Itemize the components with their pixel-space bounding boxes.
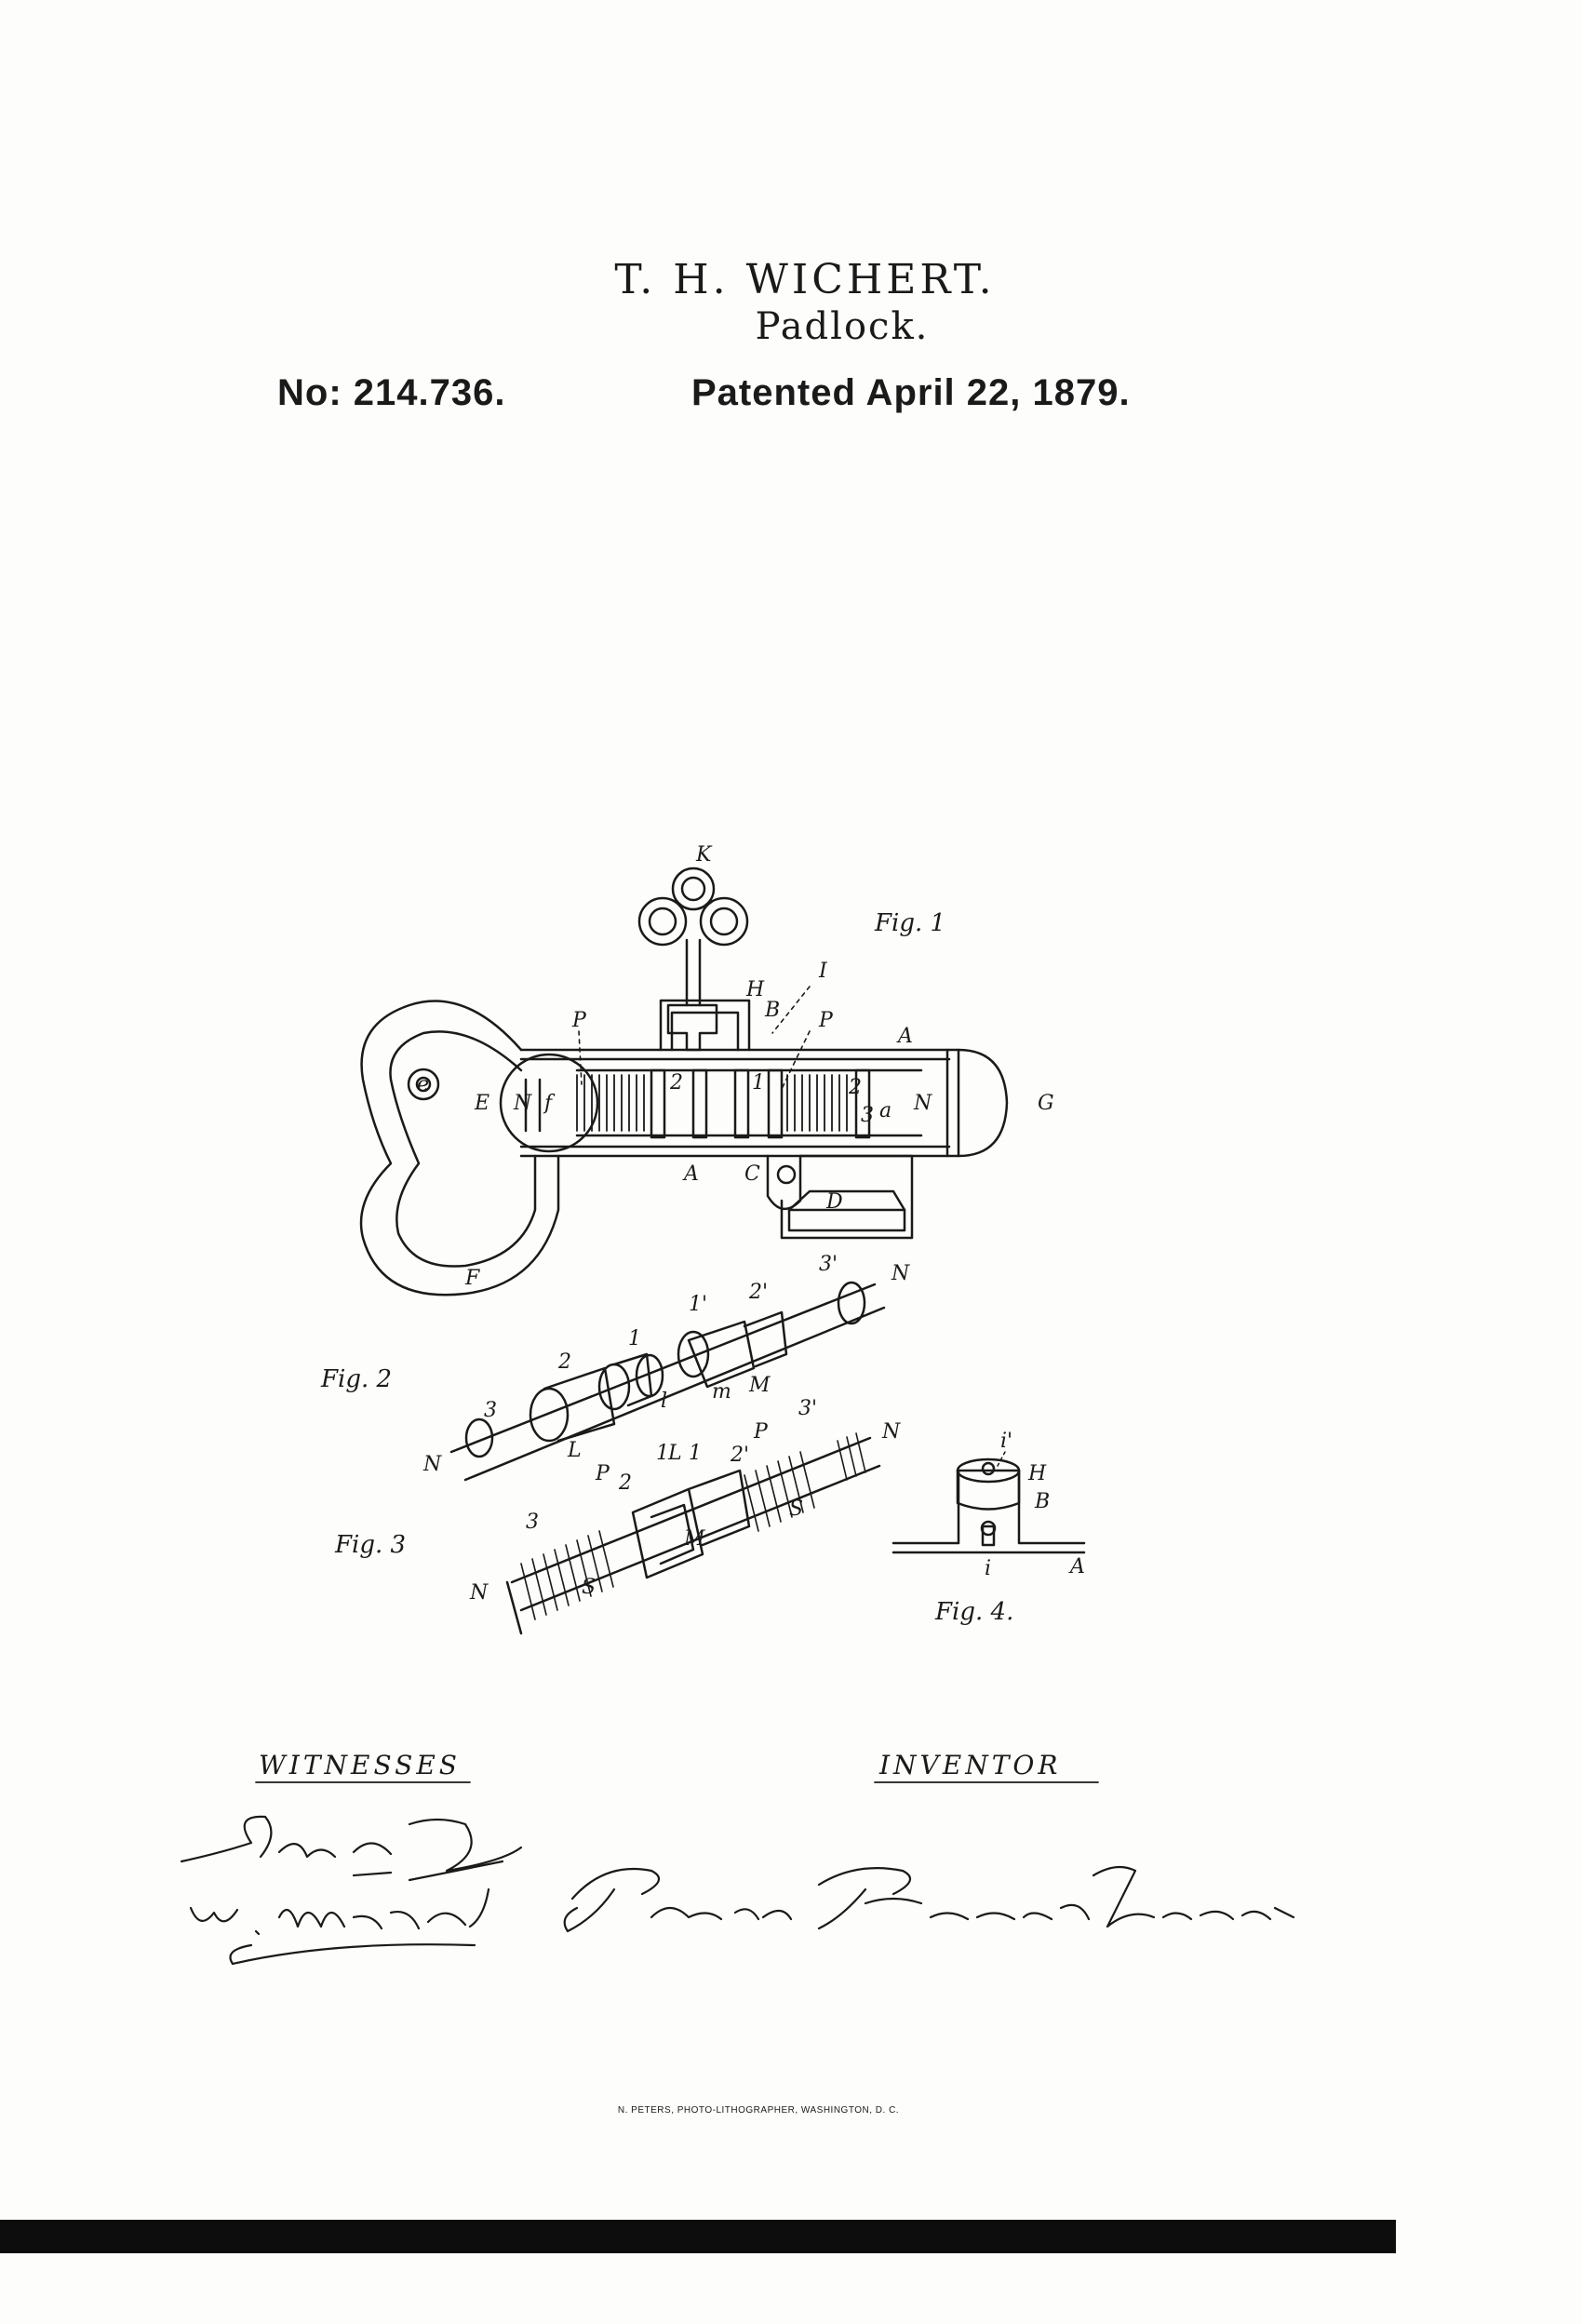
fig3-label-3-prime: 3' bbox=[798, 1397, 818, 1420]
patent-number: No: 214.736. bbox=[277, 372, 506, 413]
fig2-label-1: 1 bbox=[628, 1327, 641, 1350]
fig1-label-I: I bbox=[819, 960, 827, 983]
fig2-label-3: 3 bbox=[484, 1399, 497, 1422]
patent-title: Padlock. bbox=[755, 305, 930, 348]
fig4-part-labels bbox=[985, 1430, 1085, 1580]
scan-edge-bar bbox=[0, 2220, 1396, 2253]
fig3-label-L: L bbox=[668, 1442, 682, 1465]
fig2-label-N-left: N bbox=[423, 1453, 442, 1476]
patent-date: Patented April 22, 1879. bbox=[691, 372, 1131, 413]
fig1-label-f: f bbox=[544, 1092, 553, 1115]
witness-1-signature bbox=[181, 1817, 521, 1880]
fig1-label-A-top: A bbox=[898, 1025, 913, 1048]
witness-2-signature bbox=[191, 1889, 489, 1964]
fig1-label-P-right: P bbox=[819, 1009, 833, 1032]
witnesses-heading: WITNESSES bbox=[259, 1750, 461, 1780]
fig3-label-S-left: S bbox=[582, 1576, 597, 1599]
fig1-label-a: a bbox=[879, 1099, 892, 1122]
fig3-label-M: M bbox=[684, 1527, 705, 1551]
fig4-drawing bbox=[893, 1452, 1084, 1552]
fig1-label-G: G bbox=[1038, 1092, 1054, 1115]
fig3-label-1b: 1 bbox=[689, 1442, 702, 1465]
fig2-label-1-prime: 1' bbox=[689, 1293, 708, 1316]
fig1-label-C: C bbox=[744, 1162, 760, 1186]
fig1-label-K: K bbox=[696, 843, 712, 866]
fig4-label-i-prime: i' bbox=[1000, 1430, 1013, 1453]
fig2-label-m: m bbox=[712, 1380, 731, 1404]
fig3-label-2-prime: 2' bbox=[731, 1444, 750, 1467]
inventor-signature bbox=[565, 1867, 1294, 1931]
fig1-label-H: H bbox=[746, 978, 765, 1001]
fig3-label-3: 3 bbox=[526, 1511, 539, 1534]
fig4-label-i: i bbox=[985, 1557, 992, 1580]
fig3-label-N-left: N bbox=[470, 1581, 489, 1605]
fig4-label-B: B bbox=[1035, 1490, 1051, 1513]
fig1-label-B: B bbox=[765, 999, 781, 1022]
fig3-label-N-right: N bbox=[882, 1420, 901, 1444]
inventor-name: T. H. WICHERT. bbox=[614, 256, 996, 303]
fig4-label: Fig. 4. bbox=[935, 1598, 1014, 1626]
fig1-label-N-right: N bbox=[914, 1092, 932, 1115]
fig1-label-2: 2 bbox=[670, 1071, 683, 1095]
fig2-label-2: 2 bbox=[558, 1350, 571, 1374]
fig2-label-M: M bbox=[749, 1374, 771, 1397]
fig3-label: Fig. 3 bbox=[335, 1531, 407, 1559]
fig1-label-2-right: 2 bbox=[849, 1076, 862, 1099]
fig1-label-P-left: P bbox=[572, 1009, 586, 1032]
fig1-label-e: e bbox=[417, 1073, 430, 1096]
fig1-label-D: D bbox=[826, 1190, 843, 1214]
fig1-label-F: F bbox=[465, 1267, 480, 1290]
fig2-label: Fig. 2 bbox=[321, 1365, 393, 1393]
fig2-label-2-prime: 2' bbox=[749, 1281, 769, 1304]
fig1-label-3: 3 bbox=[861, 1104, 874, 1127]
fig2-label-3-prime: 3' bbox=[819, 1253, 838, 1276]
fig3-label-P-left: P bbox=[596, 1462, 610, 1485]
fig3-label-2: 2 bbox=[619, 1471, 632, 1495]
inventor-heading: INVENTOR bbox=[879, 1750, 1062, 1780]
fig2-label-l: l bbox=[661, 1390, 668, 1413]
fig1-label-N-left: N bbox=[514, 1092, 532, 1115]
fig2-label-L: L bbox=[568, 1439, 582, 1462]
fig3-label-1: 1 bbox=[656, 1442, 669, 1465]
fig2-label-N-right: N bbox=[892, 1262, 910, 1285]
fig1-label-1: 1 bbox=[752, 1071, 765, 1095]
fig3-label-P-right: P bbox=[754, 1420, 768, 1444]
fig3-label-S-right: S bbox=[789, 1498, 804, 1521]
fig4-label-H: H bbox=[1028, 1462, 1047, 1485]
fig4-label-A: A bbox=[1070, 1555, 1085, 1578]
fig1-label-E: E bbox=[475, 1092, 490, 1115]
printer-credit: N. PETERS, PHOTO-LITHOGRAPHER, WASHINGTON, D. C. bbox=[617, 2105, 900, 2116]
fig1-label-A-bottom: A bbox=[684, 1162, 699, 1186]
fig1-label: Fig. 1 bbox=[875, 909, 946, 937]
